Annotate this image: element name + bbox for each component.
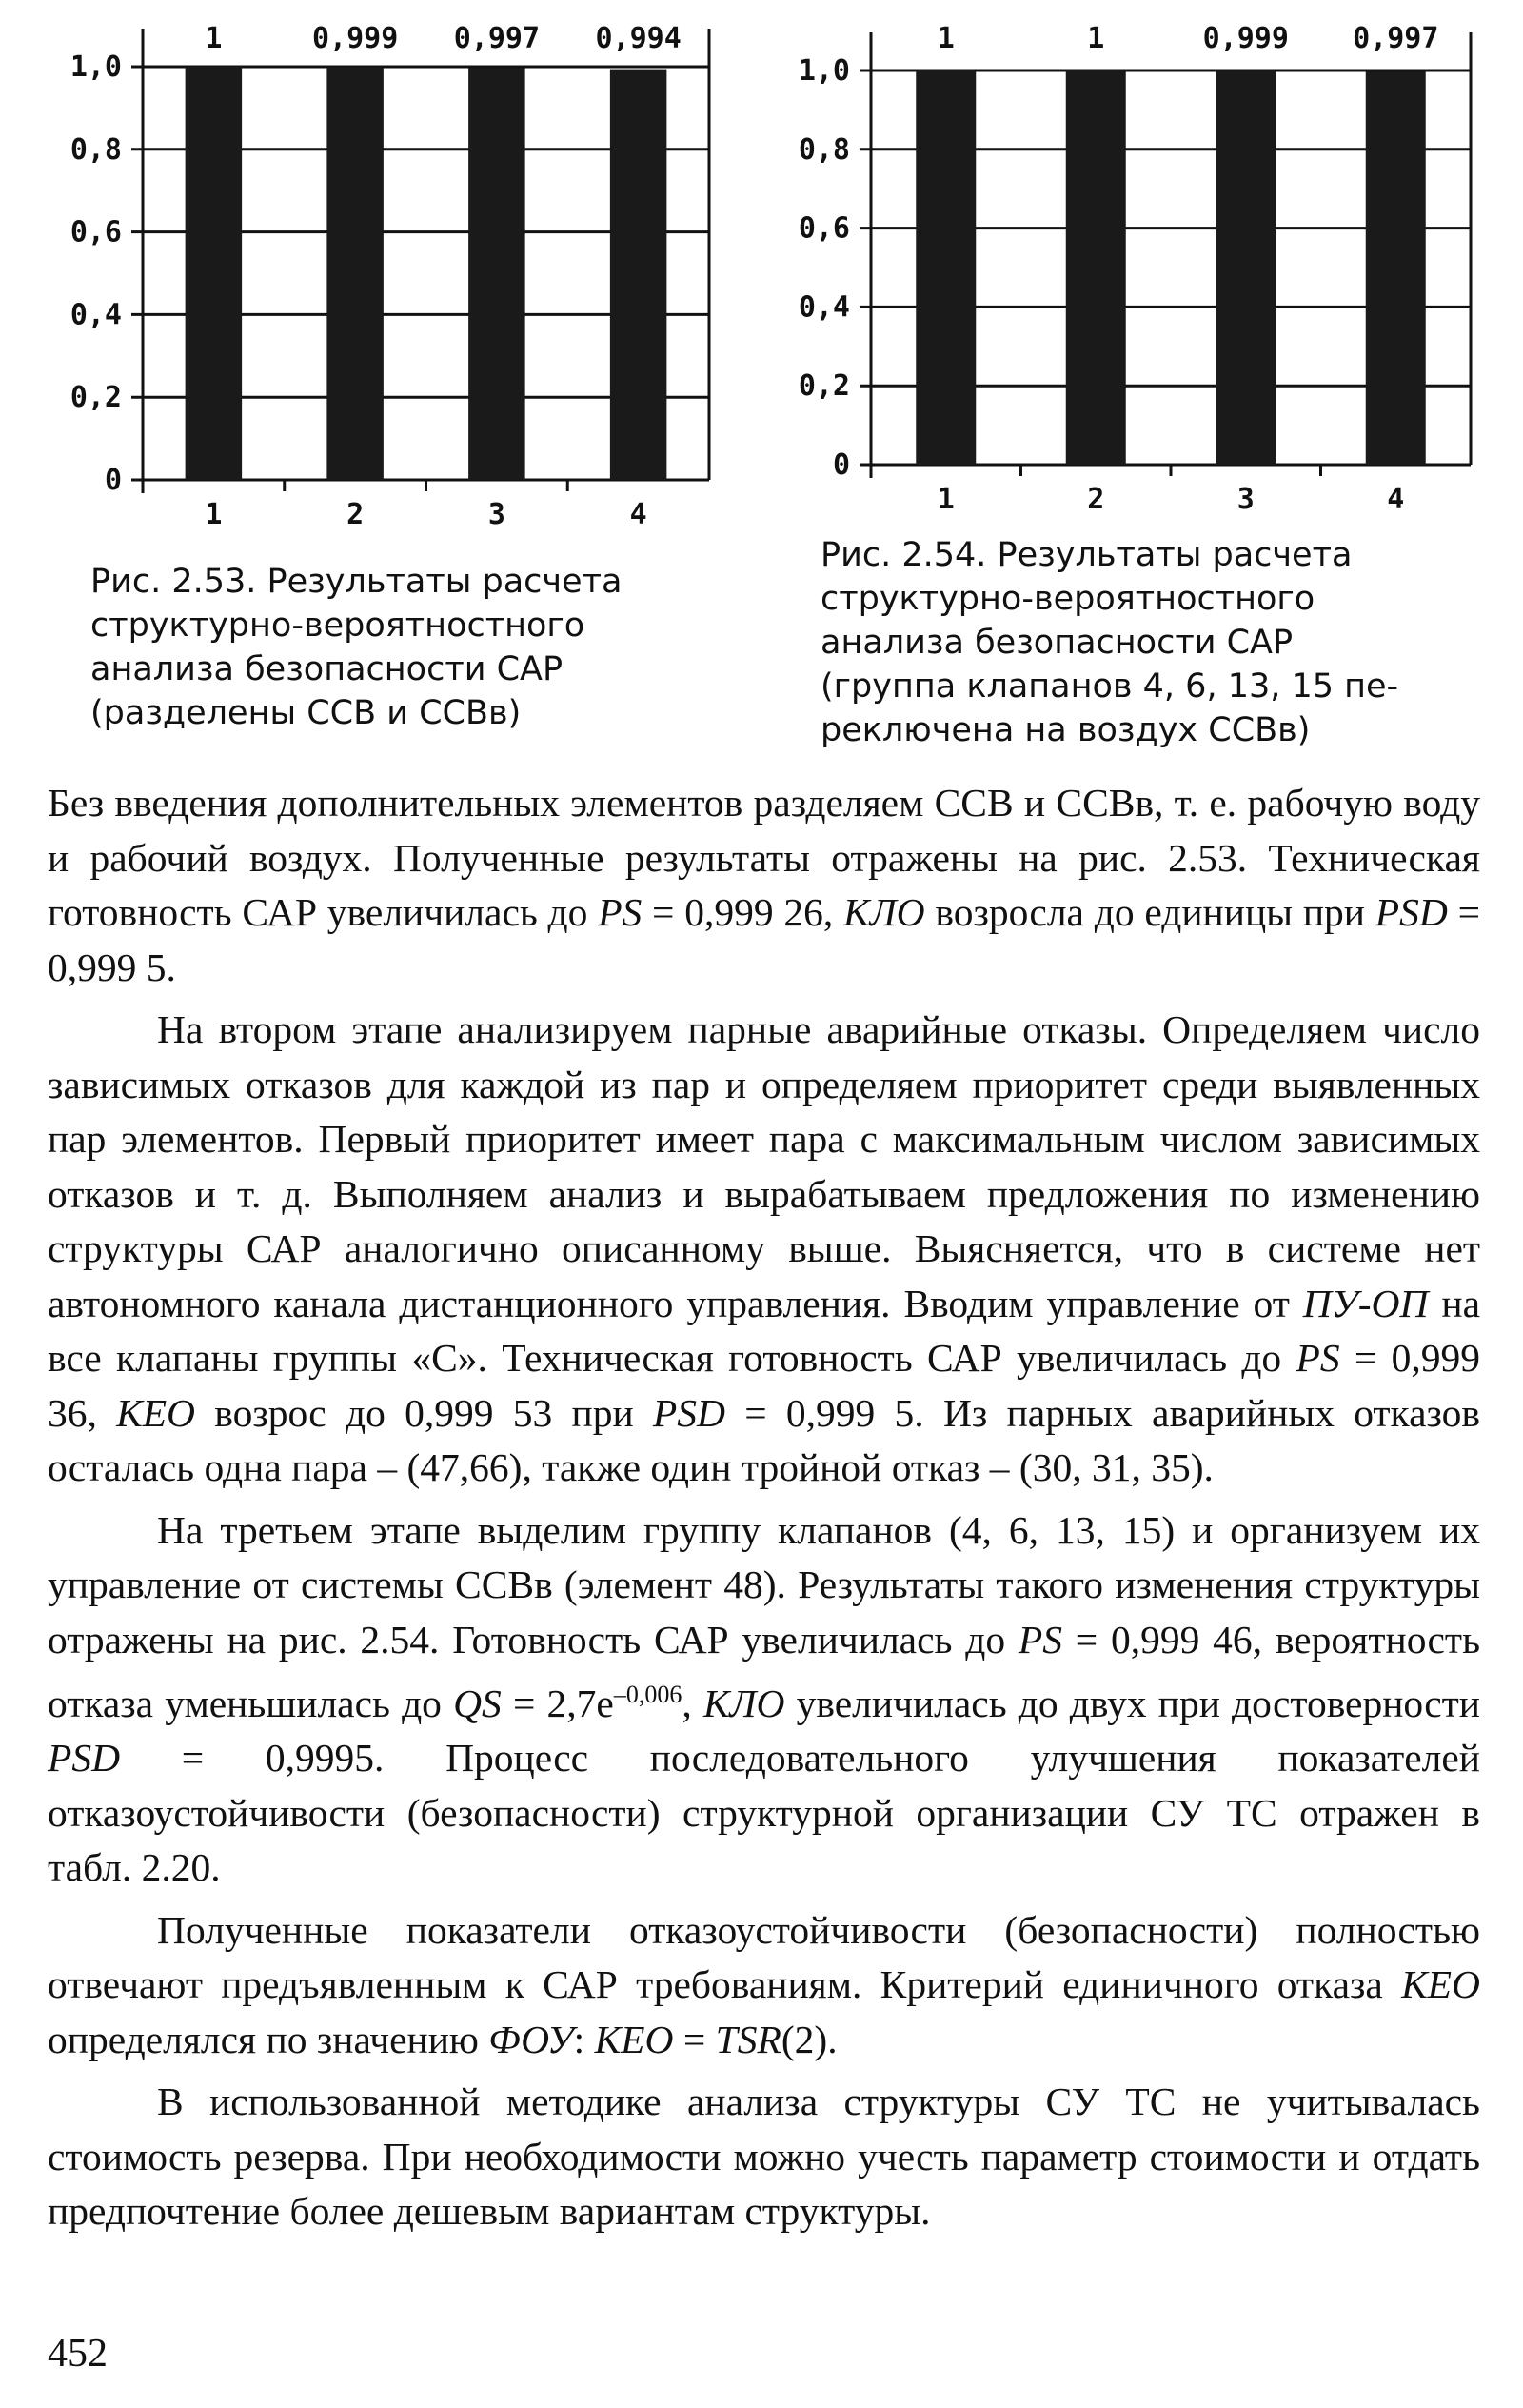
paragraph-2 xyxy=(48,1003,1480,1496)
text-run: , xyxy=(682,1681,703,1725)
chart-fig-2-53-svg xyxy=(38,19,733,552)
caption-line: структурно-вероятностного xyxy=(90,607,585,645)
text-run: Полученные показатели отказоустойчивости (безопасности) полностью отвечают предъявленным к САР требованиям. Критерий единичного отказа xyxy=(48,1907,1480,2007)
chart-fig-2-53 xyxy=(38,19,733,552)
y-tick-label: 0,2 xyxy=(69,381,122,415)
chart-fig-2-54-svg xyxy=(762,10,1494,543)
x-tick-label: 1 xyxy=(205,498,223,531)
caption-line: реключена на воздух ССВв) xyxy=(821,711,1311,749)
x-tick-label: 3 xyxy=(487,498,505,531)
bar xyxy=(1216,70,1276,465)
symbol-ps: PS xyxy=(1296,1336,1340,1380)
symbol-pu-op: ПУ-ОП xyxy=(1302,1281,1429,1325)
data-label: 1 xyxy=(937,22,955,55)
page-number: 452 xyxy=(48,2332,108,2376)
bar xyxy=(1066,70,1126,465)
text-run: (2). xyxy=(781,2017,838,2061)
paragraph-4 xyxy=(48,1903,1480,2068)
y-tick-label: 0 xyxy=(832,448,850,482)
symbol-qs: QS xyxy=(453,1681,502,1725)
symbol-psd: PSD xyxy=(48,1736,121,1781)
caption-line: (группа клапанов 4, 6, 13, 15 пе- xyxy=(821,667,1399,706)
text-run: На втором этапе анализируем парные аварийные отказы. Определяем число зависимых отказов для каждой из пар и определяем приоритет среди выявленных пар элементов. Первый приоритет имеет пара с максимальным числом зависимых отказов и т. д. Выполняем анализ и вырабатываем предложения по изменению структуры САР аналогично описанному выше. Выясняется, что в системе нет автономного канала дистанционного управления. Вводим управление от xyxy=(48,1007,1480,1325)
paragraph-5 xyxy=(48,2075,1480,2239)
data-label: 0,999 xyxy=(1202,22,1289,55)
y-tick-label: 0,6 xyxy=(798,211,850,246)
text-run: = 0,999 5. Из парных аварийных отказов осталась одна пара – (47,66), также один тройной отказ – (30, 31, 35). xyxy=(48,1390,1480,1489)
data-label: 1 xyxy=(205,22,223,55)
exponent: –0,006 xyxy=(613,1681,682,1708)
caption-fig-2-53 xyxy=(90,560,723,735)
symbol-ps: PS xyxy=(598,890,643,934)
data-label: 0,999 xyxy=(311,22,399,55)
y-tick-label: 0,8 xyxy=(69,132,122,167)
text-run: = 0,999 46, вероятность отказа уменьшилась до xyxy=(48,1617,1480,1725)
y-tick-label: 0,4 xyxy=(798,290,850,325)
y-tick-label: 1,0 xyxy=(69,50,122,84)
bar xyxy=(1366,71,1426,465)
caption-line: (разделены ССВ и ССВв) xyxy=(90,694,522,732)
bar xyxy=(610,70,667,480)
symbol-klo: КЛО xyxy=(702,1681,785,1725)
text-run: определялся по значению xyxy=(48,2017,489,2061)
y-tick-label: 0,2 xyxy=(798,369,850,404)
text-run: = 0,999 26, xyxy=(642,890,844,934)
paragraph-1 xyxy=(48,776,1480,995)
symbol-psd: PSD xyxy=(652,1390,725,1435)
bar xyxy=(186,67,243,480)
symbol-psd: PSD xyxy=(1375,890,1448,934)
text-run: на все клапаны группы «С». Техническая готовность САР увеличилась до xyxy=(48,1281,1480,1380)
symbol-keo: КЕО xyxy=(1401,1962,1480,2007)
x-tick-label: 4 xyxy=(1387,483,1405,516)
text-run: : xyxy=(573,2017,595,2061)
symbol-tsr: TSR xyxy=(715,2017,781,2061)
data-label: 0,997 xyxy=(1353,22,1439,55)
text-run: возросла до единицы при xyxy=(924,890,1375,934)
bar xyxy=(916,70,976,465)
caption-fig-2-54 xyxy=(821,533,1449,752)
text-run: возрос до 0,999 53 при xyxy=(195,1390,653,1435)
text-run: = 2,7e xyxy=(501,1681,614,1725)
y-tick-label: 0 xyxy=(104,464,122,497)
caption-line: Рис. 2.54. Результаты расчета xyxy=(821,536,1353,574)
text-run: На третьем этапе выделим группу клапанов (4, 6, 13, 15) и организуем их управление от системы ССВв (элемент 48). Результаты такого изменения структуры отражены на рис. 2.54. Готовность САР увеличилась до xyxy=(48,1507,1480,1662)
x-tick-label: 1 xyxy=(937,483,955,516)
text-run: = 0,9995. Процесс последовательного улучшения показателей отказоустойчивости (безопасности) структурной организации СУ ТС отражен в табл. 2.20. xyxy=(48,1736,1480,1890)
text-run: = 0,999 5. xyxy=(48,890,1481,989)
text-run: Без введения дополнительных элементов разделяем ССВ и ССВв, т. е. рабочую воду и рабочий воздух. Полученные результаты отражены на рис. 2.53. Техническая готовность САР увеличилась до xyxy=(48,781,1480,934)
bar xyxy=(468,68,525,480)
symbol-keo: КЕО xyxy=(116,1390,196,1435)
y-tick-label: 0,4 xyxy=(69,298,122,332)
x-tick-label: 2 xyxy=(1087,483,1105,516)
paragraph-3 xyxy=(48,1503,1480,1896)
y-tick-label: 0,6 xyxy=(69,215,122,249)
text-run: В использованной методике анализа структуры СУ ТС не учитывалась стоимость резерва. При необходимости можно учесть параметр стоимости и отдать предпочтение более дешевым вариантам структуры. xyxy=(48,2080,1480,2234)
text-run: увеличилась до двух при достоверности xyxy=(784,1681,1480,1725)
symbol-klo: КЛО xyxy=(843,890,925,934)
x-tick-label: 4 xyxy=(629,498,647,531)
data-label: 1 xyxy=(1087,22,1105,55)
caption-line: анализа безопасности САР xyxy=(821,624,1294,662)
caption-line: Рис. 2.53. Результаты расчета xyxy=(90,563,623,601)
symbol-keo: КЕО xyxy=(594,2017,674,2061)
chart-fig-2-54 xyxy=(762,10,1494,543)
y-tick-label: 0,8 xyxy=(798,132,850,167)
symbol-ps: PS xyxy=(1018,1617,1062,1662)
y-tick-label: 1,0 xyxy=(798,54,850,88)
data-label: 0,997 xyxy=(453,22,541,55)
bar xyxy=(326,67,384,480)
text-run: = xyxy=(673,2017,716,2061)
x-tick-label: 3 xyxy=(1236,483,1255,516)
symbol-fou: ФОУ xyxy=(488,2017,574,2061)
text-run: = 0,999 36, xyxy=(48,1336,1481,1435)
caption-line: структурно-вероятностного xyxy=(821,580,1315,618)
body-text xyxy=(48,776,1480,2247)
data-label: 0,994 xyxy=(595,22,682,55)
x-tick-label: 2 xyxy=(346,498,365,531)
caption-line: анализа безопасности САР xyxy=(90,650,564,688)
